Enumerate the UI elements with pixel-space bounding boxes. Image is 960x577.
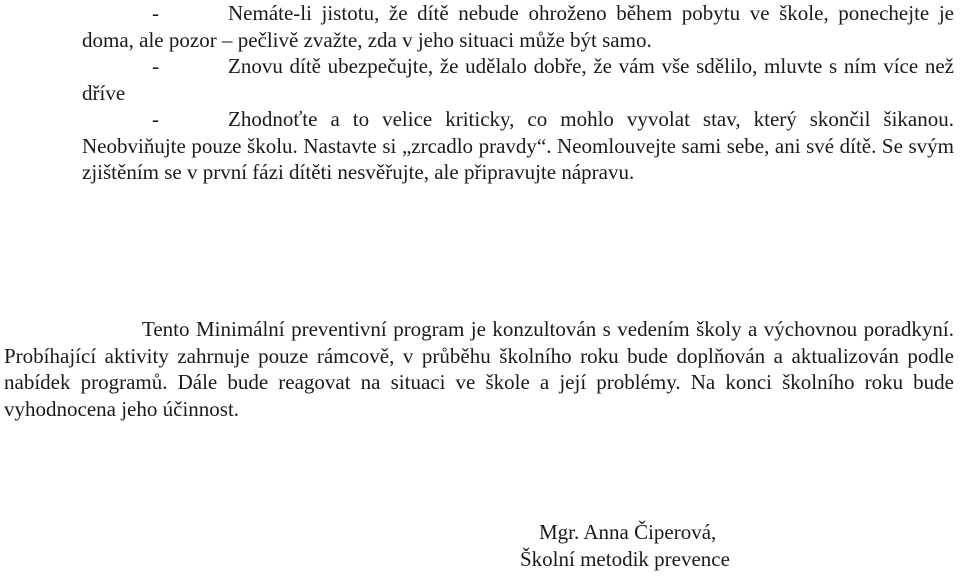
closing-paragraph: Tento Minimální preventivní program je konzultován s vedením školy a výchovnou poradkyní. Probíhající aktivity zahrnuje pouze rámcově, v průběhu školního roku bude doplňován a aktualizován podle nabídek programů. Dále bude reagovat na situaci ve škole a její problémy. Na konci školního roku bude vyhodnocena jeho účinnost.: [4, 317, 954, 421]
list-item: [82, 53, 954, 106]
list-dash: -: [152, 1, 159, 25]
signature-block: [520, 519, 820, 572]
advice-list: [82, 0, 954, 186]
list-item-text: Znovu dítě ubezpečujte, že udělalo dobře, že vám vše sdělilo, mluvte s ním více než dříve: [82, 54, 954, 105]
list-item: [82, 0, 954, 53]
list-item: [82, 106, 954, 186]
signature-role: Školní metodik prevence: [520, 546, 730, 571]
list-dash: -: [152, 54, 159, 78]
list-item-text: Zhodnoťte a to velice kriticky, co mohlo vyvolat stav, který skončil šikanou. Neobviňujte pouze školu. Nastavte si „zrcadlo pravdy“. Neomlouvejte sami sebe, ani své dítě. Se svým zjištěním se v první fázi dítěti nesvěřujte, ale připravujte nápravu.: [82, 107, 954, 184]
list-dash: -: [152, 107, 159, 131]
signature-name: Mgr. Anna Čiperová,: [539, 520, 717, 544]
list-item-text: Nemáte-li jistotu, že dítě nebude ohroženo během pobytu ve škole, ponechejte je doma, ale pozor – pečlivě zvažte, zda v jeho situaci může být samo.: [82, 1, 954, 52]
